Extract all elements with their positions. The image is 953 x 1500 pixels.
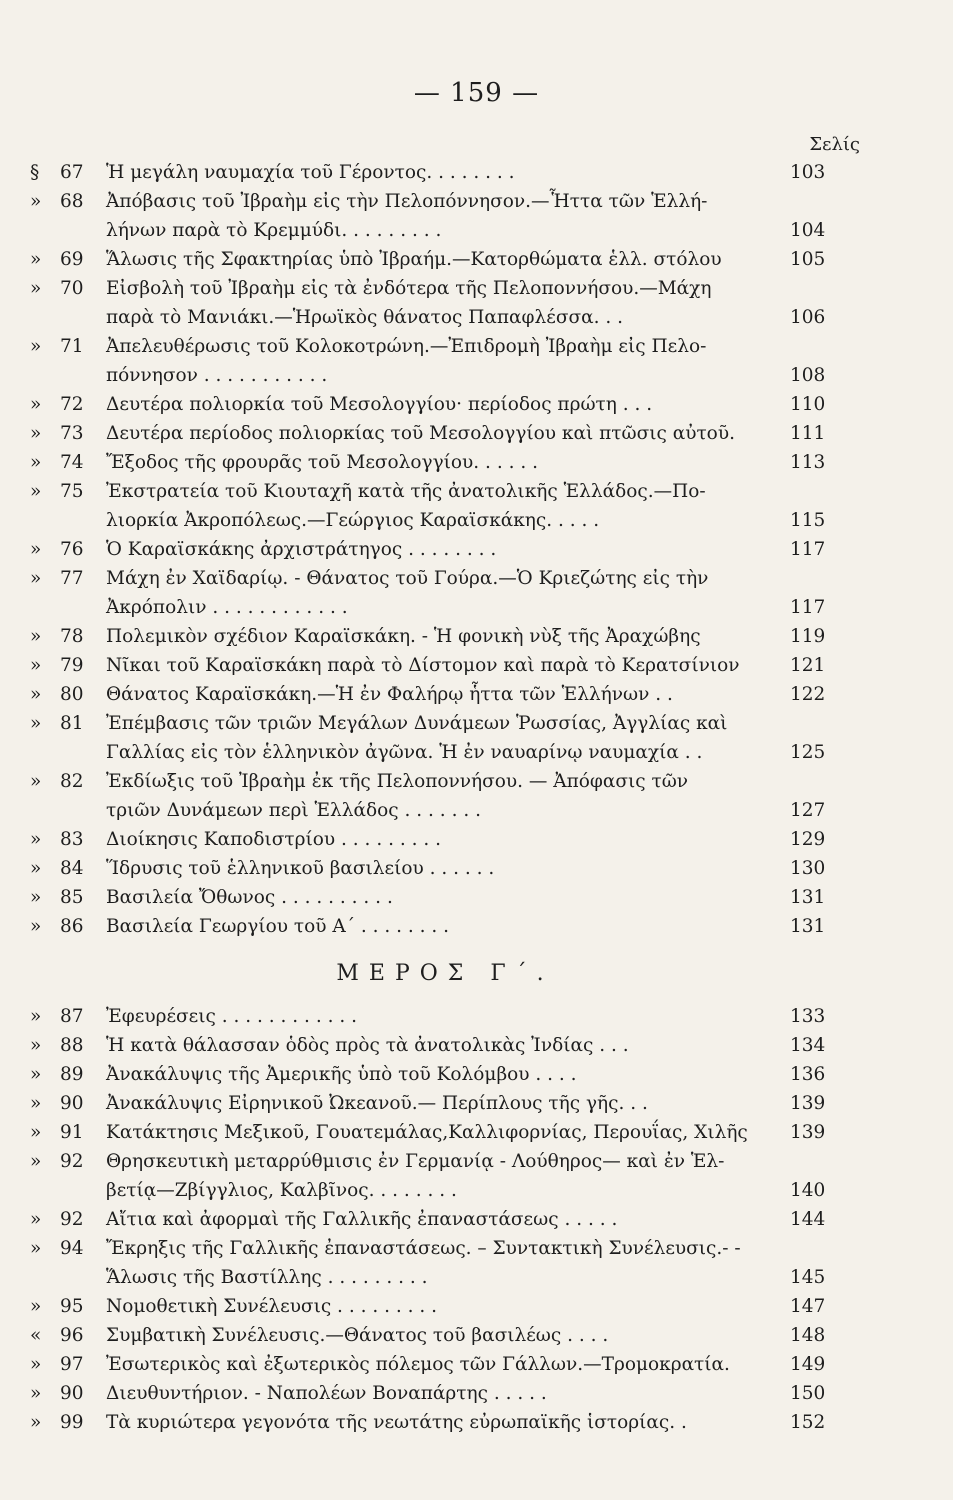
toc-entry bbox=[30, 245, 860, 274]
entry-mark: « bbox=[30, 1325, 42, 1346]
entry-number: 85 bbox=[60, 887, 84, 908]
entry-page-number: 127 bbox=[790, 800, 826, 821]
toc-entry bbox=[30, 332, 860, 390]
entry-title bbox=[106, 1321, 778, 1350]
entry-page-number: 136 bbox=[790, 1064, 826, 1085]
entry-number: 91 bbox=[60, 1122, 84, 1143]
entry-number: 75 bbox=[60, 481, 84, 502]
entry-mark: » bbox=[30, 1209, 42, 1230]
entry-title bbox=[106, 1031, 778, 1060]
entry-mark: » bbox=[30, 1296, 42, 1317]
toc-entry bbox=[30, 912, 860, 941]
entry-title-line: Ἐσωτερικὸς καὶ ἐξωτερικὸς πόλεμος τῶν Γάλλων.—Τρομοκρατία. bbox=[106, 1354, 730, 1375]
entry-page-number: 150 bbox=[790, 1383, 826, 1404]
entry-title bbox=[106, 651, 778, 680]
entry-number: 99 bbox=[60, 1412, 84, 1433]
entry-number: 71 bbox=[60, 336, 84, 357]
entry-number: 95 bbox=[60, 1296, 84, 1317]
entry-title-line: Ἀπελευθέρωσις τοῦ Κολοκοτρώνη.—Ἐπιδρομὴ Ἰβραὴμ εἰς Πελο- bbox=[106, 336, 707, 357]
toc-entry bbox=[30, 158, 860, 187]
entry-page-number: 106 bbox=[790, 307, 826, 328]
toc-entry bbox=[30, 1234, 860, 1292]
toc-entry bbox=[30, 1031, 860, 1060]
toc-entry bbox=[30, 1060, 860, 1089]
entry-number: 70 bbox=[60, 278, 84, 299]
entry-page-number: 134 bbox=[790, 1035, 826, 1056]
entry-page-number: 139 bbox=[790, 1122, 826, 1143]
entry-title-line: λιορκία Ἀκροπόλεως.—Γεώργιος Καραϊσκάκης. . . . . bbox=[106, 510, 600, 531]
entry-title bbox=[106, 535, 778, 564]
entry-number: 90 bbox=[60, 1093, 84, 1114]
entry-number: 67 bbox=[60, 162, 84, 183]
entry-page-number: 144 bbox=[790, 1209, 826, 1230]
entry-title-line: Δευτέρα περίοδος πολιορκίας τοῦ Μεσολογγίου καὶ πτῶσις αὐτοῦ. bbox=[106, 423, 735, 444]
toc-entry bbox=[30, 535, 860, 564]
entry-page-number: 104 bbox=[790, 220, 826, 241]
entry-title-line: Θάνατος Καραϊσκάκη.—Ἡ ἐν Φαλήρῳ ἧττα τῶν Ἑλλήνων . . bbox=[106, 684, 673, 705]
entry-title bbox=[106, 767, 778, 825]
toc-entry bbox=[30, 1321, 860, 1350]
entry-title-line: Βασιλεία Ὄθωνος . . . . . . . . . . bbox=[106, 887, 393, 908]
toc-entry bbox=[30, 448, 860, 477]
toc-section-c bbox=[30, 1002, 860, 1437]
entry-title bbox=[106, 564, 778, 622]
entry-mark: » bbox=[30, 481, 42, 502]
entry-title-line: Βασιλεία Γεωργίου τοῦ Α΄ . . . . . . . . bbox=[106, 916, 450, 937]
entry-number: 80 bbox=[60, 684, 84, 705]
entry-title-line: Ἅλωσις τῆς Σφακτηρίας ὑπὸ Ἰβραήμ.—Κατορθώματα ἑλλ. στόλου bbox=[106, 249, 722, 270]
entry-title bbox=[106, 883, 778, 912]
entry-title-line: Αἴτια καὶ ἀφορμαὶ τῆς Γαλλικῆς ἐπαναστάσεως . . . . . bbox=[106, 1209, 618, 1230]
entry-title bbox=[106, 390, 778, 419]
entry-title-line: βετίᾳ—Ζβίγγλιος, Καλβῖνος. . . . . . . . bbox=[106, 1180, 457, 1201]
entry-title bbox=[106, 187, 778, 245]
entry-title-line: Γαλλίας εἰς τὸν ἑλληνικὸν ἀγῶνα. Ἡ ἐν ναυαρίνῳ ναυμαχία . . bbox=[106, 742, 703, 763]
entry-page-number: 105 bbox=[790, 249, 826, 270]
entry-title-line: Μάχη ἐν Χαϊδαρίῳ. - Θάνατος τοῦ Γούρα.—Ὁ Κριεζώτης εἰς τὴν bbox=[106, 568, 709, 589]
entry-title bbox=[106, 1089, 778, 1118]
entry-title bbox=[106, 1379, 778, 1408]
entry-page-number: 147 bbox=[790, 1296, 826, 1317]
toc-entry bbox=[30, 477, 860, 535]
entry-number: 78 bbox=[60, 626, 84, 647]
entry-title-line: Ἐπέμβασις τῶν τριῶν Μεγάλων Δυνάμεων Ῥωσσίας, Ἀγγλίας καὶ bbox=[106, 713, 728, 734]
entry-title-line: λήνων παρὰ τὸ Κρεμμύδι. . . . . . . . . bbox=[106, 220, 442, 241]
entry-page-number: 117 bbox=[790, 539, 826, 560]
entry-mark: » bbox=[30, 655, 42, 676]
entry-title bbox=[106, 274, 778, 332]
entry-title bbox=[106, 245, 778, 274]
entry-mark: » bbox=[30, 539, 42, 560]
entry-mark: » bbox=[30, 916, 42, 937]
entry-title-line: Εἰσβολὴ τοῦ Ἰβραὴμ εἰς τὰ ἐνδότερα τῆς Πελοποννήσου.—Μάχη bbox=[106, 278, 712, 299]
entry-number: 69 bbox=[60, 249, 84, 270]
entry-number: 97 bbox=[60, 1354, 84, 1375]
entry-page-number: 110 bbox=[790, 394, 826, 415]
entry-page-number: 103 bbox=[790, 162, 826, 183]
entry-title bbox=[106, 1002, 778, 1031]
entry-page-number: 108 bbox=[790, 365, 826, 386]
entry-page-number: 130 bbox=[790, 858, 826, 879]
toc-entry bbox=[30, 274, 860, 332]
part-heading: ΜΕΡΟΣ Γ΄. bbox=[336, 961, 554, 986]
entry-number: 73 bbox=[60, 423, 84, 444]
entry-mark: » bbox=[30, 1006, 42, 1027]
entry-title bbox=[106, 680, 778, 709]
entry-number: 83 bbox=[60, 829, 84, 850]
entry-page-number: 115 bbox=[790, 510, 826, 531]
entry-title bbox=[106, 622, 778, 651]
entry-number: 82 bbox=[60, 771, 84, 792]
entry-page-number: 131 bbox=[790, 887, 826, 908]
entry-title bbox=[106, 1205, 778, 1234]
entry-number: 77 bbox=[60, 568, 84, 589]
entry-title-line: Ἵδρυσις τοῦ ἑλληνικοῦ βασιλείου . . . . . . bbox=[106, 858, 495, 879]
entry-title bbox=[106, 1118, 778, 1147]
entry-mark: » bbox=[30, 191, 42, 212]
entry-page-number: 139 bbox=[790, 1093, 826, 1114]
entry-mark: » bbox=[30, 249, 42, 270]
entry-page-number: 152 bbox=[790, 1412, 826, 1433]
entry-mark: » bbox=[30, 771, 42, 792]
page-number: — 159 — bbox=[413, 78, 540, 108]
toc-entry bbox=[30, 1118, 860, 1147]
entry-mark: » bbox=[30, 1064, 42, 1085]
toc-entry bbox=[30, 825, 860, 854]
entry-page-number: 129 bbox=[790, 829, 826, 850]
entry-mark: » bbox=[30, 1122, 42, 1143]
entry-title-line: Ἀπόβασις τοῦ Ἰβραὴμ εἰς τὴν Πελοπόννησον.—Ἧττα τῶν Ἑλλή- bbox=[106, 191, 708, 212]
entry-number: 84 bbox=[60, 858, 84, 879]
toc-entry bbox=[30, 1379, 860, 1408]
toc-entry bbox=[30, 1292, 860, 1321]
toc-entry bbox=[30, 1002, 860, 1031]
entry-mark: » bbox=[30, 1383, 42, 1404]
entry-page-number: 131 bbox=[790, 916, 826, 937]
entry-page-number: 149 bbox=[790, 1354, 826, 1375]
entry-title-line: Πολεμικὸν σχέδιον Καραϊσκάκη. - Ἡ φονικὴ νὺξ τῆς Ἀραχώβης bbox=[106, 626, 701, 647]
entry-mark: » bbox=[30, 713, 42, 734]
entry-title bbox=[106, 1234, 778, 1292]
entry-title-line: Ἔκρηξις τῆς Γαλλικῆς ἐπαναστάσεως. – Συντακτικὴ Συνέλευσις.- - bbox=[106, 1238, 741, 1259]
toc-entry bbox=[30, 1408, 860, 1437]
entry-mark: » bbox=[30, 423, 42, 444]
entry-title-line: Δευτέρα πολιορκία τοῦ Μεσολογγίου· περίοδος πρώτη . . . bbox=[106, 394, 653, 415]
entry-mark: » bbox=[30, 568, 42, 589]
entry-title-line: πόννησον . . . . . . . . . . . bbox=[106, 365, 328, 386]
entry-title-line: Ἀνακάλυψις τῆς Ἀμερικῆς ὑπὸ τοῦ Κολόμβου . . . . bbox=[106, 1064, 577, 1085]
entry-number: 96 bbox=[60, 1325, 84, 1346]
entry-mark: » bbox=[30, 1412, 42, 1433]
entry-title-line: Ἐφευρέσεις . . . . . . . . . . . . bbox=[106, 1006, 357, 1027]
entry-title-line: Διοίκησις Καποδιστρίου . . . . . . . . . bbox=[106, 829, 442, 850]
entry-mark: » bbox=[30, 278, 42, 299]
entry-number: 72 bbox=[60, 394, 84, 415]
toc-entry bbox=[30, 1089, 860, 1118]
entry-page-number: 113 bbox=[790, 452, 826, 473]
entry-title bbox=[106, 825, 778, 854]
entry-title-line: Ἐκστρατεία τοῦ Κιουταχῆ κατὰ τῆς ἀνατολικῆς Ἑλλάδος.—Πο- bbox=[106, 481, 706, 502]
entry-number: 81 bbox=[60, 713, 84, 734]
entry-title bbox=[106, 477, 778, 535]
toc-entry bbox=[30, 680, 860, 709]
entry-title-line: Ἀνακάλυψις Εἰρηνικοῦ Ὠκεανοῦ.— Περίπλους τῆς γῆς. . . bbox=[106, 1093, 648, 1114]
entry-page-number: 119 bbox=[790, 626, 826, 647]
entry-number: 74 bbox=[60, 452, 84, 473]
entry-page-number: 121 bbox=[790, 655, 826, 676]
entry-page-number: 140 bbox=[790, 1180, 826, 1201]
entry-mark: » bbox=[30, 336, 42, 357]
entry-number: 90 bbox=[60, 1383, 84, 1404]
entry-title-line: Συμβατικὴ Συνέλευσις.—Θάνατος τοῦ βασιλέως . . . . bbox=[106, 1325, 609, 1346]
entry-title-line: Θρησκευτικὴ μεταρρύθμισις ἐν Γερμανίᾳ - Λούθηρος— καὶ ἐν Ἑλ- bbox=[106, 1151, 725, 1172]
entry-title bbox=[106, 419, 778, 448]
entry-mark: § bbox=[30, 162, 40, 183]
entry-title-line: παρὰ τὸ Μανιάκι.—Ἡρωϊκὸς θάνατος Παπαφλέσσα. . . bbox=[106, 307, 623, 328]
entry-title bbox=[106, 448, 778, 477]
toc-entry bbox=[30, 390, 860, 419]
entry-mark: » bbox=[30, 887, 42, 908]
entry-mark: » bbox=[30, 684, 42, 705]
entry-mark: » bbox=[30, 1238, 42, 1259]
toc-entry bbox=[30, 767, 860, 825]
toc-entry bbox=[30, 419, 860, 448]
toc-entry bbox=[30, 883, 860, 912]
entry-number: 68 bbox=[60, 191, 84, 212]
entry-page-number: 125 bbox=[790, 742, 826, 763]
entry-title bbox=[106, 1292, 778, 1321]
entry-page-number: 111 bbox=[790, 423, 826, 444]
toc-entry bbox=[30, 1350, 860, 1379]
toc-entry bbox=[30, 187, 860, 245]
entry-title-line: Ἀκρόπολιν . . . . . . . . . . . . bbox=[106, 597, 348, 618]
entry-mark: » bbox=[30, 1151, 42, 1172]
entry-page-number: 122 bbox=[790, 684, 826, 705]
entry-mark: » bbox=[30, 452, 42, 473]
entry-title bbox=[106, 709, 778, 767]
entry-mark: » bbox=[30, 1354, 42, 1375]
entry-mark: » bbox=[30, 858, 42, 879]
entry-title-line: Ἅλωσις τῆς Βαστίλλης . . . . . . . . . bbox=[106, 1267, 428, 1288]
entry-title bbox=[106, 854, 778, 883]
entry-number: 94 bbox=[60, 1238, 84, 1259]
toc-section-b bbox=[30, 158, 860, 941]
entry-title-line: τριῶν Δυνάμεων περὶ Ἑλλάδος . . . . . . . bbox=[106, 800, 481, 821]
entry-title-line: Ὁ Καραϊσκάκης ἀρχιστράτηγος . . . . . . . . bbox=[106, 539, 497, 560]
entry-mark: » bbox=[30, 829, 42, 850]
toc-entry bbox=[30, 854, 860, 883]
entry-title-line: Διευθυντήριον. - Ναπολέων Βοναπάρτης . . . . . bbox=[106, 1383, 547, 1404]
page-column-label: Σελίς bbox=[809, 134, 860, 155]
entry-page-number: 148 bbox=[790, 1325, 826, 1346]
entry-title bbox=[106, 332, 778, 390]
entry-number: 92 bbox=[60, 1151, 84, 1172]
entry-title-line: Ἐκδίωξις τοῦ Ἰβραὴμ ἐκ τῆς Πελοποννήσου. — Ἀπόφασις τῶν bbox=[106, 771, 689, 792]
entry-title-line: Νομοθετικὴ Συνέλευσις . . . . . . . . . bbox=[106, 1296, 438, 1317]
entry-title-line: Κατάκτησις Μεξικοῦ, Γουατεμάλας,Καλλιφορνίας, Περουΐας, Χιλῆς bbox=[106, 1122, 748, 1143]
toc-entry bbox=[30, 1147, 860, 1205]
toc-entry bbox=[30, 564, 860, 622]
toc-entry bbox=[30, 651, 860, 680]
entry-mark: » bbox=[30, 1093, 42, 1114]
entry-mark: » bbox=[30, 394, 42, 415]
entry-title-line: Νῖκαι τοῦ Καραϊσκάκη παρὰ τὸ Δίστομον καὶ παρὰ τὸ Κερατσίνιον bbox=[106, 655, 740, 676]
entry-title bbox=[106, 912, 778, 941]
entry-number: 92 bbox=[60, 1209, 84, 1230]
entry-title bbox=[106, 1147, 778, 1205]
toc-entry bbox=[30, 622, 860, 651]
entry-page-number: 133 bbox=[790, 1006, 826, 1027]
table-of-contents bbox=[30, 158, 860, 1437]
entry-mark: » bbox=[30, 626, 42, 647]
toc-entry bbox=[30, 709, 860, 767]
entry-title-line: Ἡ μεγάλη ναυμαχία τοῦ Γέροντος. . . . . . . . bbox=[106, 162, 515, 183]
entry-number: 89 bbox=[60, 1064, 84, 1085]
entry-title-line: Ἡ κατὰ θάλασσαν ὁδὸς πρὸς τὰ ἀνατολικὰς Ἰνδίας . . . bbox=[106, 1035, 629, 1056]
entry-mark: » bbox=[30, 1035, 42, 1056]
entry-number: 86 bbox=[60, 916, 84, 937]
entry-title bbox=[106, 158, 778, 187]
entry-title bbox=[106, 1060, 778, 1089]
entry-number: 87 bbox=[60, 1006, 84, 1027]
entry-number: 76 bbox=[60, 539, 84, 560]
entry-title bbox=[106, 1408, 778, 1437]
entry-title bbox=[106, 1350, 778, 1379]
entry-page-number: 145 bbox=[790, 1267, 826, 1288]
entry-number: 88 bbox=[60, 1035, 84, 1056]
entry-page-number: 117 bbox=[790, 597, 826, 618]
entry-number: 79 bbox=[60, 655, 84, 676]
toc-entry bbox=[30, 1205, 860, 1234]
entry-title-line: Τὰ κυριώτερα γεγονότα τῆς νεωτάτης εὐρωπαϊκῆς ἱστορίας. . bbox=[106, 1412, 687, 1433]
entry-title-line: Ἔξοδος τῆς φρουρᾶς τοῦ Μεσολογγίου. . . . . . bbox=[106, 452, 538, 473]
